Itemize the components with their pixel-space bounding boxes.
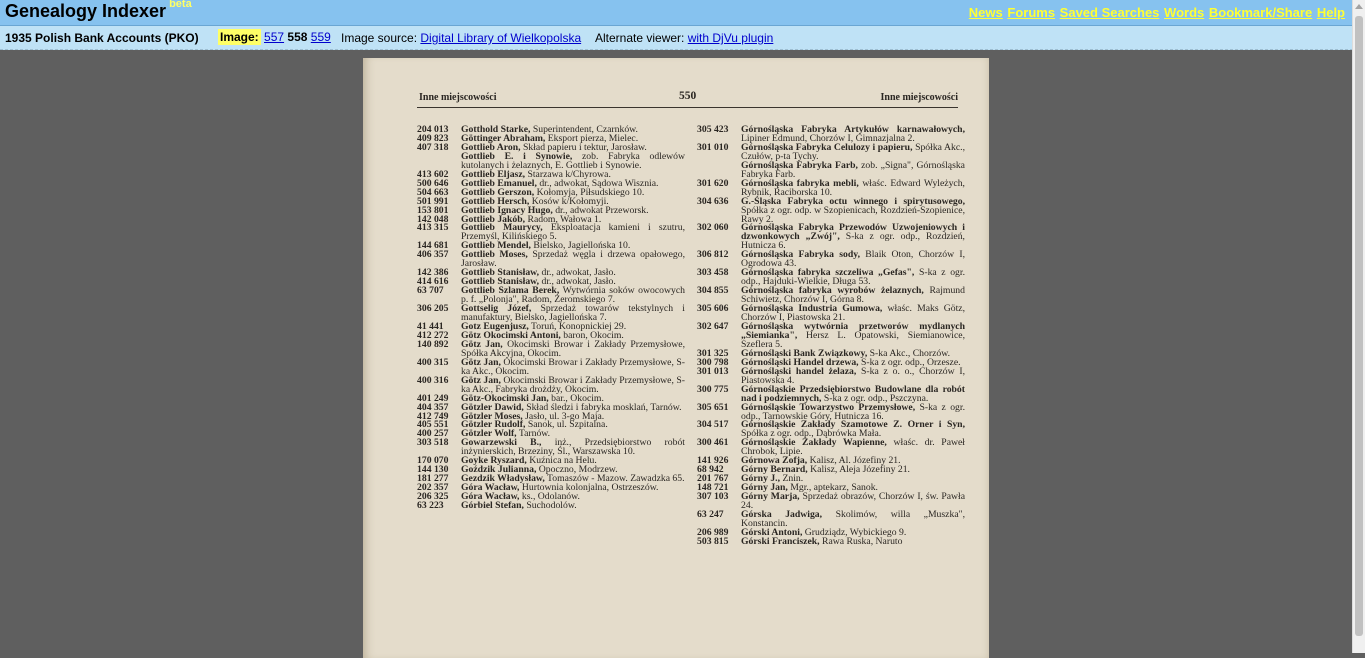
- directory-entry: [697, 535, 965, 547]
- entry-name: Góra Wacław,: [461, 491, 520, 503]
- entry-name: Górnośląskie Towarzystwo Przemysłowe,: [741, 401, 916, 413]
- entry-name: Górski Antoni,: [741, 526, 803, 538]
- account-number: 204 013: [417, 124, 449, 135]
- account-number: 412 272: [417, 329, 449, 341]
- entry-details: dr., adwokat, Sądowa Wisznia.: [536, 177, 659, 189]
- entry-name: Gottlieb Ignacy Hugo,: [461, 204, 553, 216]
- account-number: 144 130: [417, 464, 449, 476]
- entry-details: dr., adwokat Przeworsk.: [552, 204, 649, 216]
- page-number: 550: [679, 90, 697, 102]
- entry-details: właśc. dr. Paweł Chrobok, Lipie.: [741, 437, 965, 458]
- directory-entry: [417, 421, 685, 430]
- nav-news-link[interactable]: News: [968, 5, 1003, 20]
- entry-details: Kosów k/Kołomyji.: [529, 195, 609, 207]
- account-number: 305 606: [697, 303, 729, 315]
- entry-name: Górnośląska fabryka wyrobów żelaznych,: [741, 285, 924, 297]
- entry-details: Lipiner Edmund, Chorzów I, Gimnazjalna 2.: [741, 132, 915, 144]
- entry-name: Gottlieb Moses,: [461, 249, 528, 261]
- entry-details: Hurtownia kolonjalna, Ostrzeszów.: [519, 482, 659, 494]
- entry-name: Gottlieb Maurycy,: [461, 222, 543, 234]
- account-number: 300 775: [697, 383, 729, 395]
- entry-name: Górska Jadwiga,: [741, 508, 823, 520]
- entry-text: [461, 502, 685, 511]
- account-number: 181 277: [417, 473, 449, 485]
- entry-details: Kuźnica na Helu.: [526, 455, 597, 467]
- account-number: 412 749: [417, 410, 449, 422]
- account-number: 140 892: [417, 338, 449, 350]
- entry-name: Górnośląskie Zakłady Szamotowe Z. Orner i Syn,: [741, 419, 965, 431]
- directory-entry: [697, 466, 965, 475]
- right-column: [697, 126, 965, 547]
- collection-title: 1935 Polish Bank Accounts (PKO): [5, 31, 199, 45]
- entry-name: Górny Bernard,: [741, 464, 808, 476]
- entry-name: Götzler Rudolf,: [461, 419, 526, 431]
- account-number: 63 707: [417, 285, 444, 297]
- entry-name: Goździk Julianna,: [461, 464, 537, 476]
- account-number: 63 247: [697, 508, 724, 520]
- account-number: 501 991: [417, 195, 449, 207]
- account-number: 300 461: [697, 437, 729, 449]
- directory-entry: [697, 320, 965, 350]
- account-number: 407 318: [417, 141, 449, 153]
- directory-entry: [417, 502, 685, 511]
- entry-details: Grudziądz, Wybickiego 9.: [802, 526, 907, 538]
- top-nav: [968, 5, 1345, 20]
- entry-details: dr., adwokat, Jasło.: [539, 267, 616, 279]
- image-navigation: [218, 30, 331, 44]
- entry-name: Gottlieb Emanuel,: [461, 177, 537, 189]
- entry-name: Gezdzik Władysław,: [461, 473, 545, 485]
- entry-details: Eksploatacja kamieni i szutru, Przemyśl, Kilińskiego 5.: [461, 222, 685, 243]
- prev-image-link[interactable]: 557: [264, 30, 285, 44]
- image-source-link[interactable]: Digital Library of Wielkopolska: [420, 31, 582, 45]
- entry-details: Okocimski Browar i Zakłady Przemysłowe, S-ka Akc., Okocim.: [461, 356, 685, 377]
- entry-name: Gotz Eugenjusz,: [461, 320, 529, 332]
- entry-name: Górnowa Zofja,: [741, 455, 808, 467]
- entry-text: [741, 195, 965, 225]
- entry-details: baron, Okocim.: [560, 329, 624, 341]
- directory-entry: [697, 224, 965, 251]
- entry-text: [741, 320, 965, 350]
- entry-name: Gottlieb Aron,: [461, 141, 521, 153]
- account-number: 503 815: [697, 535, 729, 547]
- page-header-left: Inne miejscowości: [419, 92, 497, 103]
- entry-details: Skład papieru i tektur, Jarosław.: [520, 141, 647, 153]
- entry-name: G.-Śląska Fabryka octu winnego i spirytusowego,: [741, 195, 965, 207]
- entry-details: Tarnów.: [516, 428, 551, 440]
- entry-name: Góra Wacław,: [461, 482, 520, 494]
- account-number: 401 249: [417, 392, 449, 404]
- entry-details: Suchodolów.: [523, 500, 577, 512]
- account-number: 202 357: [417, 482, 449, 494]
- account-number: 304 855: [697, 285, 729, 297]
- current-image-number: 558: [287, 30, 308, 44]
- entry-details: Hersz L. Opatowski, Siemianowice, Szeflera 5.: [741, 329, 965, 350]
- entry-details: Okocimski Browar i Zakłady Przemysłowe, Spółka Akcyjna, Okocim.: [461, 338, 685, 359]
- entry-name: Górnośląska Fabryka Artykułów karnawałowych,: [741, 124, 965, 135]
- image-info-bar: [0, 26, 1353, 50]
- entry-details: S-ka z ogr. odp., Orzesze.: [858, 356, 961, 368]
- account-number: 142 048: [417, 213, 449, 225]
- left-column: [417, 126, 685, 511]
- entry-name: Gottlieb E. i Synowie,: [461, 150, 573, 162]
- entry-name: Götzler Dawid,: [461, 401, 524, 413]
- next-image-link[interactable]: 559: [310, 30, 331, 44]
- entry-text: [741, 535, 965, 547]
- account-number: 301 013: [697, 365, 729, 377]
- entry-details: Opoczno, Modrzew.: [536, 464, 618, 476]
- entry-name: Gottlieb Stanisław,: [461, 276, 540, 288]
- entry-details: Kalisz, Al. Józefiny 21.: [807, 455, 901, 467]
- entry-name: Górny Jan,: [741, 482, 788, 494]
- account-number: 170 070: [417, 455, 449, 467]
- directory-entry: [697, 195, 965, 225]
- vertical-scrollbar[interactable]: [1352, 0, 1365, 653]
- image-label: Image:: [220, 30, 259, 44]
- account-number: 306 812: [697, 249, 729, 261]
- account-number: 413 315: [417, 222, 449, 234]
- entry-text: [741, 224, 965, 251]
- account-number: 302 647: [697, 320, 729, 332]
- account-number: 305 423: [697, 124, 729, 135]
- entry-details: S-ka z ogr. odp., Pszczyna.: [821, 392, 929, 404]
- entry-details: Znin.: [780, 473, 804, 485]
- account-number: 500 646: [417, 177, 449, 189]
- entry-name: Gowarzewski B.,: [461, 437, 542, 449]
- entry-name: Gottlieb Jakób,: [461, 213, 526, 225]
- entry-details: Sanok, ul. Szpitalna.: [525, 419, 608, 431]
- entry-name: Górbiel Stefan,: [461, 500, 524, 512]
- entry-details: Radom, Wałowa 1.: [525, 213, 602, 225]
- entry-name: Górnośląska Fabryka sody,: [741, 249, 860, 261]
- entry-name: Gottlieb Hersch,: [461, 195, 530, 207]
- account-number: 405 551: [417, 419, 449, 431]
- account-number: 41 441: [417, 320, 444, 332]
- page-header-right: Inne miejscowości: [880, 92, 958, 103]
- image-source-label: Image source:: [341, 31, 418, 45]
- entry-details: Skład śledzi i fabryka mosklań, Tarnów.: [523, 401, 682, 413]
- entry-name: Gottlieb Szlama Berek,: [461, 285, 560, 297]
- entry-details: ks., Odolanów.: [519, 491, 580, 503]
- entry-name: Götz-Okocimski Jan,: [461, 392, 549, 404]
- account-number: 303 518: [417, 437, 449, 449]
- scrollbar-thumb[interactable]: [1355, 16, 1363, 636]
- account-number: 400 257: [417, 428, 449, 440]
- entry-details: Blaik Oton, Chorzów I, Ogrodowa 43.: [741, 249, 965, 270]
- entry-name: Gottlieb Eljasz,: [461, 168, 526, 180]
- nav-help-link[interactable]: Help: [1316, 5, 1345, 20]
- site-title-text: Genealogy Indexer: [5, 1, 167, 21]
- entry-details: Mgr., aptekarz, Sanok.: [787, 482, 878, 494]
- entry-details: Sprzedaż obrazów, Chorzów I, św. Pawła 24.: [741, 491, 965, 512]
- entry-details: dr., adwokat, Jasło.: [539, 276, 616, 288]
- entry-name: Górny Marja,: [741, 491, 800, 503]
- entry-name: Górski Franciszek,: [741, 535, 820, 547]
- entry-details: bar., Okocim.: [548, 392, 604, 404]
- alternate-viewer: [595, 31, 773, 45]
- entry-name: Górnośląska wytwórnia przetworów mydlanych „Siemianka",: [741, 320, 965, 341]
- account-number: 142 386: [417, 267, 449, 279]
- account-number: 400 315: [417, 356, 449, 368]
- entry-details: Skolimów, willa „Muszka", Konstancin.: [741, 508, 965, 529]
- document-page-image[interactable]: [363, 58, 989, 658]
- account-number: 400 316: [417, 374, 449, 386]
- entry-details: Kalisz, Aleja Józefiny 21.: [807, 464, 910, 476]
- entry-name: Górnośląska fabryka mebli,: [741, 177, 859, 189]
- entry-details: Okocimski Browar i Zakłady Przemysłowe, S-ka Akc., Fabryka drożdży, Okocim.: [461, 374, 685, 395]
- account-number: 406 357: [417, 249, 449, 261]
- account-number: 68 942: [697, 464, 724, 476]
- entry-details: Jasło, ul. 3-go Maja.: [522, 410, 605, 422]
- entry-name: Górnośląska Fabryka Przewodów Uzwojeniowych i dzwonkowych „Zwój",: [741, 222, 965, 243]
- entry-name: Götz Okocimski Antoni,: [461, 329, 561, 341]
- entry-name: Götzler Wolf,: [461, 428, 517, 440]
- entry-details: Kołomyja, Piłsudskiego 10.: [534, 186, 645, 198]
- account-number: 409 823: [417, 132, 449, 144]
- entry-details: zob. „Signa", Górnośląska Fabryka Farb.: [741, 159, 965, 180]
- entry-name: Górnośląski Bank Związkowy,: [741, 347, 868, 359]
- entry-details: Rajmund Schiwietz, Chorzów I, Górna 8.: [741, 285, 965, 306]
- entry-details: inż., Przedsiębiorstwo robót inżynierskich, Brzeziny, Śl., Warszawska 10.: [461, 437, 685, 458]
- account-number: 301 620: [697, 177, 729, 189]
- account-number: 303 458: [697, 267, 729, 279]
- nav-words-link[interactable]: Words: [1164, 5, 1205, 20]
- entry-details: Superintendent, Czarnków.: [530, 124, 638, 135]
- entry-name: Gottselig Józef,: [461, 303, 532, 315]
- scroll-up-arrow-icon[interactable]: [1355, 4, 1363, 9]
- beta-badge: beta: [169, 0, 192, 10]
- entry-name: Goyke Ryszard,: [461, 455, 527, 467]
- entry-name: Górnośląski Handel drzewa,: [741, 356, 859, 368]
- account-number: 63 223: [417, 500, 444, 512]
- account-number: 302 060: [697, 222, 729, 234]
- page-header: [417, 91, 958, 108]
- account-number: 206 989: [697, 526, 729, 538]
- top-header: [0, 0, 1353, 26]
- entry-name: Górnośląska fabryka szczeliwa „Gefas",: [741, 267, 915, 279]
- entry-details: Sprzedaż węgla i drzewa opałowego, Jarosław.: [461, 249, 686, 270]
- entry-details: Bielsko, Jagiellońska 10.: [530, 240, 631, 252]
- entry-name: Górnośląska Industria Gumowa,: [741, 303, 883, 315]
- nav-bookmark-share-link[interactable]: Bookmark/Share: [1208, 5, 1313, 20]
- account-number: 201 767: [697, 473, 729, 485]
- account-number: 304 517: [697, 419, 729, 431]
- site-title[interactable]: [5, 1, 192, 22]
- entry-name: Göttinger Abraham,: [461, 132, 546, 144]
- entry-name: Górnośląskie Przedsiębiorstwo Budowlane dla robót nad i podziemnych,: [741, 383, 965, 404]
- entry-name: Górnośląska Fabryka Celulozy i papieru,: [741, 141, 913, 153]
- entry-name: Górnośląskie Zakłady Wapienne,: [741, 437, 887, 449]
- account-number: 414 616: [417, 276, 449, 288]
- entry-details: S-ka z o. o., Chorzów I, Piastowska 4.: [741, 365, 965, 386]
- account-number: 404 357: [417, 401, 449, 413]
- entry-details: Eksport pierza, Mielec.: [545, 132, 639, 144]
- entry-details: Wytwórnia soków owocowych p. f. „Polonja", Radom, Żeromskiego 7.: [461, 285, 685, 306]
- account-number: 307 103: [697, 491, 729, 503]
- account-number: 504 663: [417, 186, 449, 198]
- entry-name: Gottlieb Stanisław,: [461, 267, 540, 279]
- account-number: 305 651: [697, 401, 729, 413]
- entry-details: Tomaszów - Mazow. Zawadzka 65.: [544, 473, 685, 485]
- entry-name: Götz Jan,: [461, 356, 501, 368]
- alternate-viewer-link[interactable]: with DjVu plugin: [687, 31, 774, 45]
- entry-name: Górnośląski handel żelaza,: [741, 365, 857, 377]
- account-number: 413 602: [417, 168, 449, 180]
- entry-details: Starzawa k/Chyrowa.: [525, 168, 611, 180]
- entry-name: Götz Jan,: [461, 338, 503, 350]
- entry-name: Götzler Moses,: [461, 410, 523, 422]
- account-number: 306 205: [417, 303, 449, 315]
- entry-details: Toruń, Konopnickiej 29.: [528, 320, 627, 332]
- entry-details: Rawa Ruska, Naruto: [819, 535, 903, 547]
- account-number: 300 798: [697, 356, 729, 368]
- entry-details: zob. Fabryka odlewów kutolanych i żelaznych, E. Gottlieb i Synowie.: [461, 150, 685, 171]
- entry-details: właśc. Edward Wyleżych, Rybnik, Raciborska 10.: [741, 177, 965, 198]
- entry-name: Gotthold Starke,: [461, 124, 531, 135]
- account-number: 304 636: [697, 195, 729, 207]
- account-number: 141 926: [697, 455, 729, 467]
- image-source: [341, 31, 581, 45]
- entry-details: S-ka z ogr. odp., Hajduki-Wielkie, Długa 53.: [741, 267, 966, 288]
- entry-details: S-ka Akc., Chorzów.: [867, 347, 951, 359]
- entry-name: Górnośląska Fabryka Farb,: [741, 159, 858, 171]
- entry-details: S-ka z ogr. odp., Rozdzień, Hutnicza 6.: [741, 231, 965, 252]
- account-number: 301 010: [697, 141, 729, 153]
- nav-forums-link[interactable]: Forums: [1007, 5, 1056, 20]
- entry-details: Spółka z ogr. odp. w Szopienicach, Rozdzień-Szopienice, Rawy 2.: [741, 204, 965, 225]
- entry-details: właśc. Maks Götz, Chorzów I, Piastowska 21.: [741, 303, 965, 324]
- account-number: 153 801: [417, 204, 449, 216]
- entry-details: S-ka z ogr. odp., Tarnowskie Góry, Hutnicza 16.: [741, 401, 965, 422]
- entry-details: Sprzedaż towarów tekstylnych i manufaktury, Bielsko, Jagiellońska 7.: [461, 303, 685, 324]
- alternate-viewer-label: Alternate viewer:: [595, 31, 685, 45]
- entry-name: Górny J.,: [741, 473, 781, 485]
- account-number: 206 325: [417, 491, 449, 503]
- entry-name: Gottlieb Mendel,: [461, 240, 531, 252]
- account-number: 148 721: [697, 482, 729, 494]
- entry-details: Spółka z ogr. odp., Dąbrówka Mała.: [741, 428, 882, 440]
- account-number: 144 681: [417, 240, 449, 252]
- entry-name: Götz Jan,: [461, 374, 501, 386]
- nav-saved-searches-link[interactable]: Saved Searches: [1059, 5, 1160, 20]
- entry-name: Gottlieb Gerszon,: [461, 186, 535, 198]
- entry-details: Spółka Akc., Czułów, p-ta Tychy.: [741, 141, 965, 162]
- account-number: 301 325: [697, 347, 729, 359]
